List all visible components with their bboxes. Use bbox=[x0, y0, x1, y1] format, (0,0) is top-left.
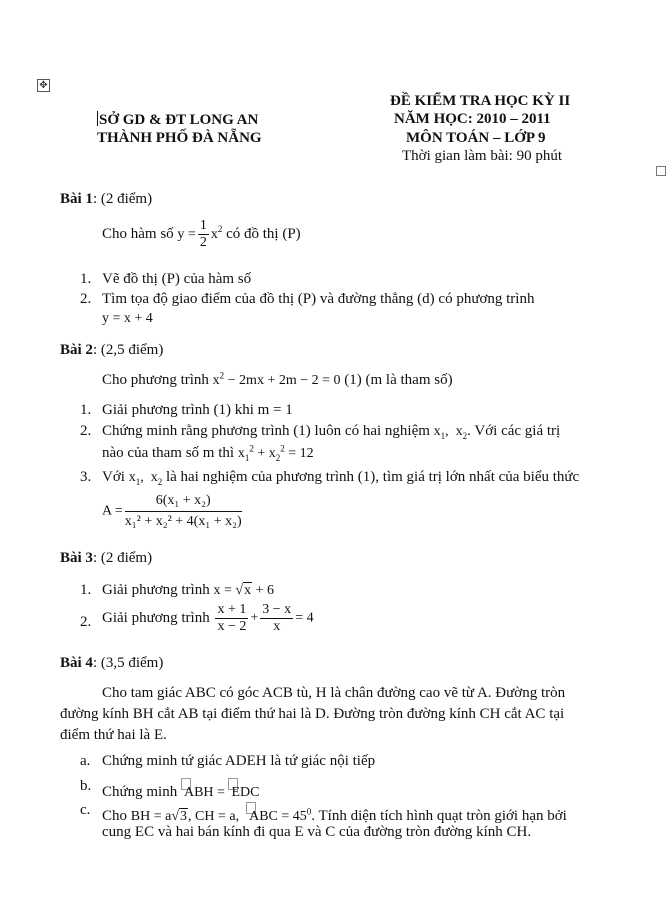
bai1-item1-num: 1. bbox=[80, 271, 92, 287]
fraction-half: $\frac{1}{2}$ bbox=[199, 218, 207, 250]
header-left-line2: THÀNH PHỐ ĐÀ NẴNG bbox=[97, 130, 262, 146]
bai1-item1: Vẽ đồ thị (P) của hàm số bbox=[102, 271, 252, 287]
table-move-handle-icon[interactable]: ✥ bbox=[37, 79, 50, 92]
bai4-item-c: Cho BH = a√3, CH = a, ABC = $45^0$. Tính diện tích hình quạt tròn giới hạn bởi bbox=[102, 802, 567, 825]
bai2-item3-num: 3. bbox=[80, 469, 92, 485]
bai1-item2: Tìm tọa độ giao điểm của đồ thị (P) và đường thẳng (d) có phương trình bbox=[102, 291, 535, 307]
text-cursor bbox=[97, 111, 98, 126]
fraction-A: $\frac{\text{6(x₁ + x₂)}}{\text{x₁² + x₂² + 4(x₁ + x₂)}}$ bbox=[124, 493, 242, 529]
header-right-line3: MÔN TOÁN – LỚP 9 bbox=[406, 130, 546, 146]
bai1-intro: Cho hàm số y = $\frac{1}{2}$ $x^2$ có đồ thị (P) bbox=[102, 218, 301, 250]
bai4-para-line1: Cho tam giác ABC có góc ACB tù, H là chân đường cao vẽ từ A. Đường tròn bbox=[102, 685, 566, 701]
header-left-line1: SỞ GD & ĐT LONG AN bbox=[99, 112, 259, 128]
bai3-item1-num: 1. bbox=[80, 582, 92, 598]
bai4-item-c-line2: cung EC và hai bán kính đi qua E và C của đường tròn đường kính CH. bbox=[102, 824, 532, 840]
bai1-item2-equation: y = x + 4 bbox=[102, 311, 153, 326]
bai4-item-a-label: a. bbox=[80, 753, 91, 769]
bai4-para-line3: điểm thứ hai là E. bbox=[60, 727, 167, 743]
bai2-intro: Cho phương trình $x^2 - 2mx + 2m - 2 = 0$ (1) (m là tham số) bbox=[102, 370, 453, 388]
bai3-item2: Giải phương trình $\frac{x + 1}{x - 2}$ + $\frac{3 - x}{x}$ = 4 bbox=[102, 602, 314, 634]
bai4-item-c-label: c. bbox=[80, 802, 91, 818]
margin-marker-icon bbox=[656, 166, 666, 176]
bai4-item-b-label: b. bbox=[80, 778, 92, 794]
fraction-1: $\frac{x + 1}{x - 2}$ bbox=[217, 602, 247, 634]
bai2-expression-A: A = $\frac{\text{6(x₁ + x₂)}}{\text{x₁² + x₂² + 4(x₁ + x₂)}}$ bbox=[102, 493, 242, 529]
bai3-item2-num: 2. bbox=[80, 614, 92, 630]
header-right-line2: NĂM HỌC: 2010 – 2011 bbox=[394, 111, 551, 127]
bai2-item1: Giải phương trình (1) khi m = 1 bbox=[102, 402, 293, 418]
bai1-item2-num: 2. bbox=[80, 291, 92, 307]
bai2-item2-cont: nào của tham số m thì $x_1^2 + x_2^2 = 12$ bbox=[102, 443, 314, 463]
bai4-heading: Bài 4: (3,5 điểm) bbox=[60, 655, 164, 671]
bai4-item-a: Chứng minh tứ giác ADEH là tứ giác nội tiếp bbox=[102, 753, 376, 769]
bai2-item1-num: 1. bbox=[80, 402, 92, 418]
bai4-item-b: Chứng minh ABH = EDC bbox=[102, 778, 259, 801]
fraction-2: $\frac{3 - x}{x}$ bbox=[262, 602, 292, 634]
bai2-item3: Với $x_1$, $x_2$ là hai nghiệm của phương trình (1), tìm giá trị lớn nhất của biểu thức bbox=[102, 469, 580, 487]
bai3-heading: Bài 3: (2 điểm) bbox=[60, 550, 153, 566]
bai2-item2-num: 2. bbox=[80, 423, 92, 439]
header-right-line4: Thời gian làm bài: 90 phút bbox=[402, 148, 562, 164]
bai2-heading: Bài 2: (2,5 điểm) bbox=[60, 342, 164, 358]
bai3-item1: Giải phương trình x = √x + 6 bbox=[102, 582, 274, 598]
header-right-line1: ĐỀ KIỂM TRA HỌC KỲ II bbox=[390, 93, 571, 109]
bai1-heading: Bài 1: (2 điểm) bbox=[60, 191, 153, 207]
bai4-para-line2: đường kính BH cắt AB tại điểm thứ hai là D. Đường tròn đường kính CH cắt AC tại bbox=[60, 706, 565, 722]
bai2-item2: Chứng minh rằng phương trình (1) luôn có hai nghiệm $x_1$, $x_2$. Với các giá trị bbox=[102, 423, 561, 441]
